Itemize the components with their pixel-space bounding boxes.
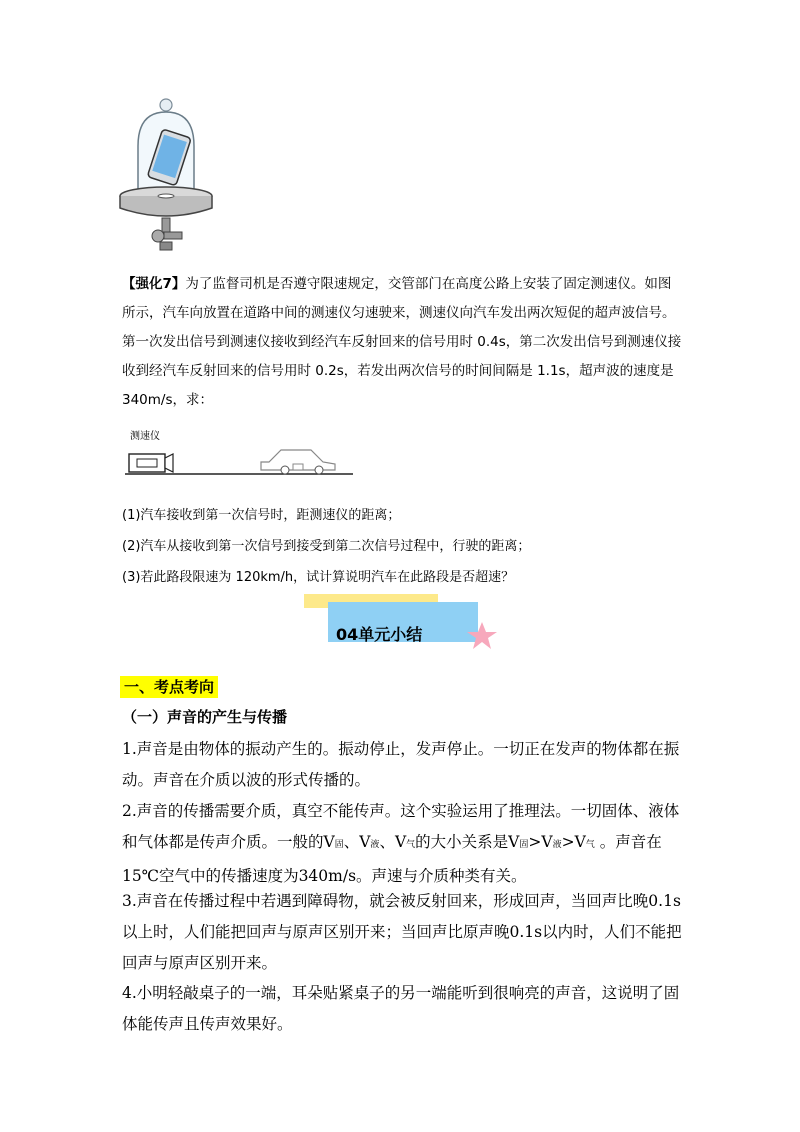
section-heading: 一、考点考向 xyxy=(120,676,218,698)
p2-sub-gas: 气 xyxy=(406,840,416,850)
banner-title: 04单元小结 xyxy=(336,625,423,644)
p2-text-g: 。声音在15℃空气中的传播速度为340m/s。声速与介质种类有关。 xyxy=(122,833,662,885)
p2-text-f: >V xyxy=(561,833,586,851)
p2-sub-solid: 固 xyxy=(334,840,344,850)
p2-text-e: >V xyxy=(528,833,553,851)
p2-text-a: 2.声音的传播需要介质，真空不能传声。这个实验运用了推理法。一切固体、液体和气体都是传声介质。一般的V xyxy=(122,802,680,851)
paragraph-4: 4.小明轻敲桌子的一端，耳朵贴紧桌子的另一端能听到很响亮的声音，这说明了固体能传声且传声效果好。 xyxy=(122,984,680,1033)
problem-text xyxy=(122,270,682,415)
p2-sub-solid-2: 固 xyxy=(519,840,529,850)
p2-sub-gas-2: 气 xyxy=(585,840,595,850)
p2-sub-liquid-2: 液 xyxy=(552,840,562,850)
section-subheading: （一）声音的产生与传播 xyxy=(122,708,288,726)
p2-text-d: 的大小关系是V xyxy=(415,833,520,851)
p2-text-c: 、V xyxy=(379,833,407,851)
paragraph-3: 3.声音在传播过程中若遇到障碍物，就会被反射回来，形成回声，当回声比晚0.1s以上时，人们能把回声与原声区别开来；当回声比原声晚0.1s以内时，人们不能把回声与原声区别开来。 xyxy=(122,892,682,972)
p2-sub-liquid: 液 xyxy=(370,840,380,850)
paragraph-1: 1.声音是由物体的振动产生的。振动停止，发声停止。一切正在发声的物体都在振动。声音在介质以波的形式传播的。 xyxy=(122,740,680,789)
p2-text-b: 、V xyxy=(343,833,371,851)
speed-detector-diagram xyxy=(125,424,355,480)
question-2: (2)汽车从接收到第一次信号到接受到第二次信号过程中，行驶的距离； xyxy=(122,539,531,554)
diagram-label: 测速仪 xyxy=(130,431,160,442)
question-3: (3)若此路段限速为 120km/h，试计算说明汽车在此路段是否超速？ xyxy=(122,570,515,585)
problem-body: 为了监督司机是否遵守限速规定，交管部门在高度公路上安装了固定测速仪。如图所示，汽车向放置在道路中间的测速仪匀速驶来，测速仪向汽车发出两次短促的超声波信号。第一次发出信号到测速仪接收到经汽车反射回来的信号用时 0.4s，第二次发出信号到测速仪接收到经汽车反射回来的信号用时 0.2s，若发出两次信号的时间间隔是 1.1s，超声波的速度是 340m/s，求： xyxy=(122,276,682,408)
problem-tag: 【强化7】 xyxy=(122,276,186,292)
question-1: (1)汽车接收到第一次信号时，距测速仪的距离； xyxy=(122,508,401,523)
paragraph-2 xyxy=(122,796,687,892)
bell-jar-illustration xyxy=(116,96,220,252)
